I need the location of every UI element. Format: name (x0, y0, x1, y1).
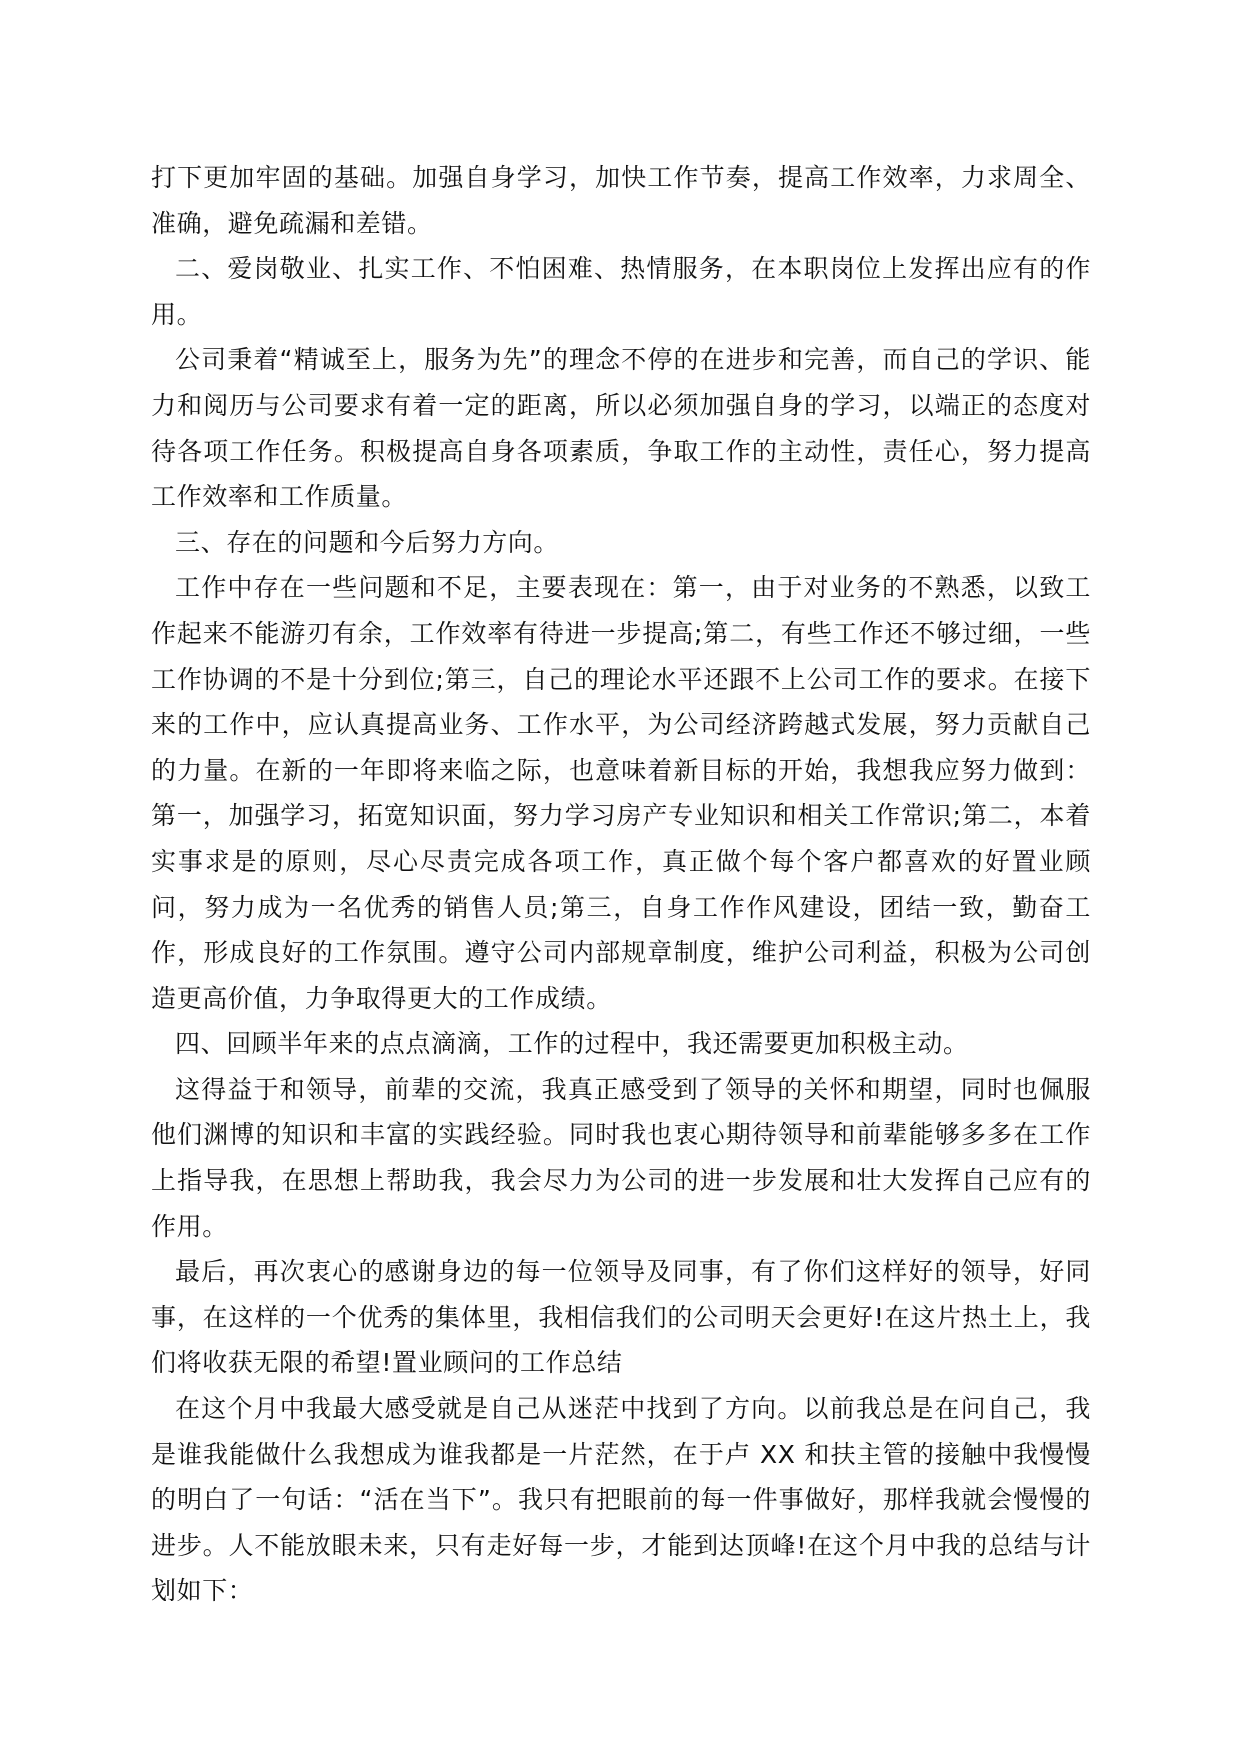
paragraph: 公司秉着“精诚至上，服务为先”的理念不停的在进步和完善，而自己的学识、能力和阅历与公司要求有着一定的距离，所以必须加强自身的学习，以端正的态度对待各项工作任务。积极提高自身各项素质，争取工作的主动性，责任心，努力提高工作效率和工作质量。 (151, 345, 1091, 512)
paragraph: 最后，再次衷心的感谢身边的每一位领导及同事，有了你们这样好的领导，好同事，在这样的一个优秀的集体里，我相信我们的公司明天会更好!在这片热土上，我们将收获无限的希望!置业顾问的工作总结 (151, 1257, 1091, 1378)
paragraph: 工作中存在一些问题和不足，主要表现在：第一，由于对业务的不熟悉，以致工作起来不能游刃有余，工作效率有待进一步提高;第二，有些工作还不够过细，一些工作协调的不是十分到位;第三，自己的理论水平还跟不上公司工作的要求。在接下来的工作中，应认真提高业务、工作水平，为公司经济跨越式发展，努力贡献自己的力量。在新的一年即将来临之际，也意味着新目标的开始，我想我应努力做到：第一，加强学习，拓宽知识面，努力学习房产专业知识和相关工作常识;第二，本着实事求是的原则，尽心尽责完成各项工作，真正做个每个客户都喜欢的好置业顾问，努力成为一名优秀的销售人员;第三，自身工作作风建设，团结一致，勤奋工作，形成良好的工作氛围。遵守公司内部规章制度，维护公司利益，积极为公司创造更高价值，力争取得更大的工作成绩。 (151, 573, 1091, 1013)
paragraph-continuation: 打下更加牢固的基础。加强自身学习，加快工作节奏，提高工作效率，力求周全、准确，避免疏漏和差错。 (151, 163, 1091, 238)
section-heading-4: 四、回顾半年来的点点滴滴，工作的过程中，我还需要更加积极主动。 (175, 1029, 969, 1059)
section-heading-3: 三、存在的问题和今后努力方向。 (175, 527, 560, 557)
document-body (151, 155, 1091, 1614)
paragraph: 在这个月中我最大感受就是自己从迷茫中找到了方向。以前我总是在问自己，我是谁我能做什么我想成为谁我都是一片茫然，在于卢 XX 和扶主管的接触中我慢慢的明白了一句话：“活在当下”。我只有把眼前的每一件事做好，那样我就会慢慢的进步。人不能放眼未来，只有走好每一步，才能到达顶峰!在这个月中我的总结与计划如下： (151, 1394, 1091, 1606)
paragraph: 这得益于和领导，前辈的交流，我真正感受到了领导的关怀和期望，同时也佩服他们渊博的知识和丰富的实践经验。同时我也衷心期待领导和前辈能够多多在工作上指导我，在思想上帮助我，我会尽力为公司的进一步发展和壮大发挥自己应有的作用。 (151, 1074, 1091, 1241)
section-heading-2: 二、爱岗敬业、扎实工作、不怕困难、热情服务，在本职岗位上发挥出应有的作用。 (151, 254, 1091, 329)
